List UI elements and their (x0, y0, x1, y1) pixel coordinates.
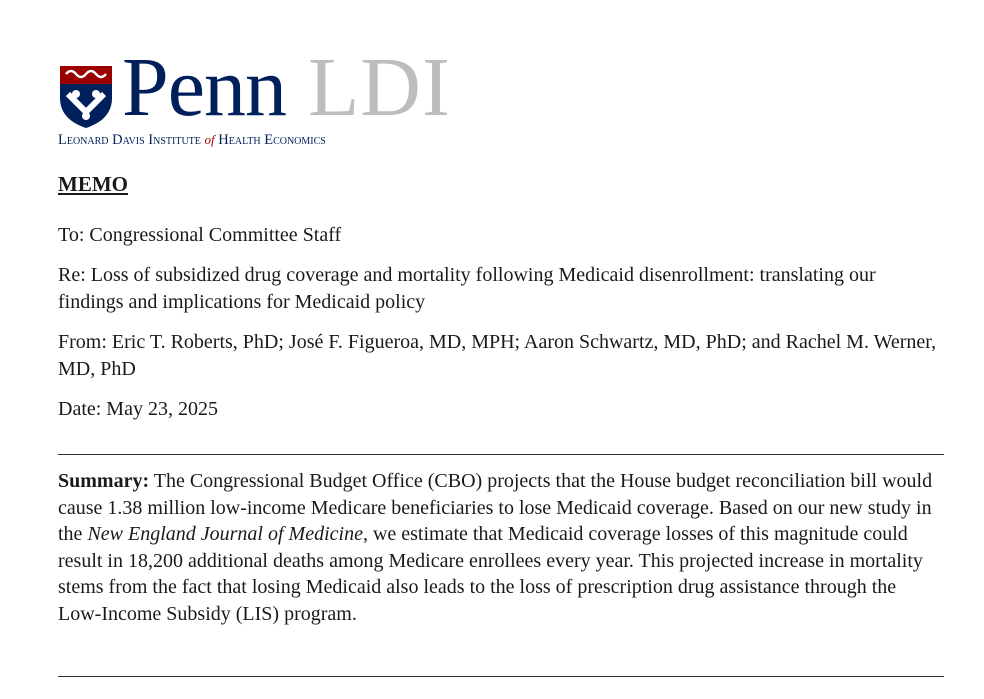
penn-ldi-logo (58, 41, 458, 155)
logo-subtitle (58, 132, 326, 149)
memo-date: Date: May 23, 2025 (58, 398, 218, 420)
logo-penn-text: Penn (122, 41, 286, 134)
summary-paragraph (58, 468, 944, 627)
logo-ldi-text: LDI (308, 41, 451, 134)
logo-subtitle-institute: Leonard Davis Institute (58, 132, 201, 148)
memo-re: Re: Loss of subsidized drug coverage and mortality following Medicaid disenrollment: translating our findings and implications for Medicaid policy (58, 264, 876, 313)
logo-subtitle-of: of (204, 132, 215, 147)
summary-text-b: , we estimate that Medicaid coverage losses of this magnitude could result in 18,200 additional deaths among Medicare enrollees every year. This projected increase in mortality stems from the fact that losing Medicaid also leads to the loss of prescription drug assistance through the Low-Income Subsidy (LIS) program. (58, 523, 923, 625)
summary-label: Summary: (58, 470, 150, 492)
penn-shield-icon (58, 64, 114, 130)
journal-name: New England Journal of Medicine (87, 523, 363, 545)
memo-heading: MEMO (58, 172, 128, 196)
divider-bottom (58, 676, 944, 677)
divider-top (58, 454, 944, 455)
summary-text-a: The Congressional Budget Office (CBO) projects that the House budget reconciliation bill would cause 1.38 million low-income Medicare beneficiaries to lose Medicaid coverage. Based on our new study in the (58, 470, 933, 545)
logo-subtitle-economics: Health Economics (218, 132, 326, 148)
memo-from: From: Eric T. Roberts, PhD; José F. Figueroa, MD, MPH; Aaron Schwartz, MD, PhD; and Rachel M. Werner, MD, PhD (58, 331, 937, 380)
memo-to: To: Congressional Committee Staff (58, 224, 342, 246)
